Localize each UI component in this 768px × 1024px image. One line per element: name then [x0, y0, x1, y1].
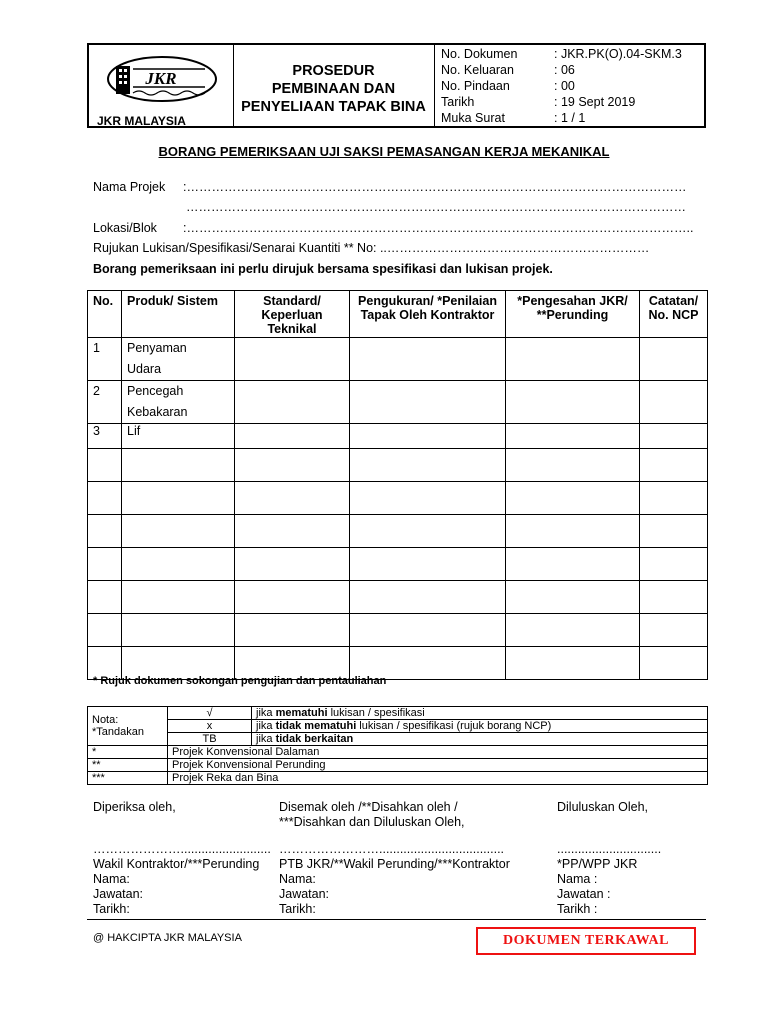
col-pengukuran: Pengukuran/ *Penilaian Tapak Oleh Kontraktor — [350, 291, 506, 338]
meta-values: : JKR.PK(O).04-SKM.3 : 06 : 00 : 19 Sept 2019 : 1 / 1 — [554, 47, 682, 125]
mark-desc: jika mematuhi lukisan / spesifikasi — [252, 707, 708, 720]
mark-symbol: x — [168, 720, 252, 733]
lokasi-label: Lokasi/Blok — [93, 221, 157, 235]
instruction-note: Borang pemeriksaan ini perlu dirujuk bersama spesifikasi dan lukisan projek. — [93, 262, 553, 276]
nama-projek-label: Nama Projek — [93, 180, 166, 194]
col-catatan: Catatan/ No. NCP — [640, 291, 708, 338]
jkr-logo — [103, 53, 221, 111]
footer-divider — [87, 919, 706, 920]
signature-fields-1[interactable]: ………………….......................... Wakil Kontraktor/***Perunding Nama: Jawatan: Tarikh: — [93, 842, 271, 916]
table-row-empty — [88, 614, 708, 647]
form-title: BORANG PEMERIKSAAN UJI SAKSI PEMASANGAN KERJA MEKANIKAL — [158, 144, 610, 159]
col-produk: Produk/ Sistem — [122, 291, 235, 338]
document-header — [87, 43, 706, 128]
logo-lettering: JKR — [145, 69, 177, 88]
col-pengesahan: *Pengesahan JKR/ **Perunding — [506, 291, 640, 338]
nota-label: Nota: *Tandakan — [88, 707, 168, 746]
table-row: 2 Pencegah Kebakaran — [88, 381, 708, 424]
procedure-title: PROSEDUR PEMBINAAN DAN PENYELIAAN TAPAK BINA — [241, 63, 426, 115]
legend-text: Projek Reka dan Bina — [168, 772, 708, 785]
table-header-row — [88, 291, 708, 338]
mark-desc: jika tidak berkaitan — [252, 733, 708, 746]
legend-key: * — [88, 746, 168, 759]
nama-projek-field[interactable]: :………………………………………………………………………………………………………… — [183, 180, 687, 194]
col-no: No. — [88, 291, 122, 338]
table-row: 1 Penyaman Udara — [88, 338, 708, 381]
signature-fields-2[interactable]: …………………….................................... PTB JKR/**Wakil Perunding/***Kontraktor Nama: Jawatan: Tarikh: — [279, 842, 510, 916]
mark-symbol: TB — [168, 733, 252, 746]
nota-table — [87, 706, 708, 785]
lokasi-field[interactable]: :………………………………………………………………………………………………………….. — [183, 221, 694, 235]
signature-fields-3[interactable]: .............................. *PP/WPP JKR Nama : Jawatan : Tarikh : — [557, 842, 662, 916]
legend-text: Projek Konvensional Dalaman — [168, 746, 708, 759]
legend-key: ** — [88, 759, 168, 772]
signature-block-diluluskan: Diluluskan Oleh, — [557, 800, 649, 814]
controlled-document-stamp: DOKUMEN TERKAWAL — [476, 927, 696, 955]
legend-key: *** — [88, 772, 168, 785]
rujukan-field[interactable]: Rujukan Lukisan/Spesifikasi/Senarai Kuantiti ** No: ..……………………………………………………… — [93, 241, 650, 255]
table-footnote: * Rujuk dokumen sokongan pengujian dan pentauliahan — [93, 675, 387, 687]
inspection-table — [87, 290, 708, 680]
table-row-empty — [88, 449, 708, 482]
table-row-empty — [88, 482, 708, 515]
legend-text: Projek Konvensional Perunding — [168, 759, 708, 772]
mark-desc: jika tidak mematuhi lukisan / spesifikasi (rujuk borang NCP) — [252, 720, 708, 733]
col-standard: Standard/ Keperluan Teknikal — [235, 291, 350, 338]
table-row: 3 Lif — [88, 424, 708, 449]
nama-projek-field-line2[interactable]: ………………………………………………………………………………………………………… — [186, 200, 686, 214]
table-row-empty — [88, 515, 708, 548]
table-row-empty — [88, 581, 708, 614]
org-name: JKR MALAYSIA — [97, 114, 186, 128]
signature-block-diperiksa: Diperiksa oleh, — [93, 800, 176, 814]
copyright: @ HAKCIPTA JKR MALAYSIA — [93, 932, 242, 944]
table-row-empty — [88, 548, 708, 581]
signature-block-disemak: Disemak oleh /**Disahkan oleh / ***Disahkan dan Diluluskan Oleh, — [279, 800, 465, 829]
mark-symbol: √ — [168, 707, 252, 720]
meta-labels: No. Dokumen No. Keluaran No. Pindaan Tarikh Muka Surat — [441, 47, 518, 125]
